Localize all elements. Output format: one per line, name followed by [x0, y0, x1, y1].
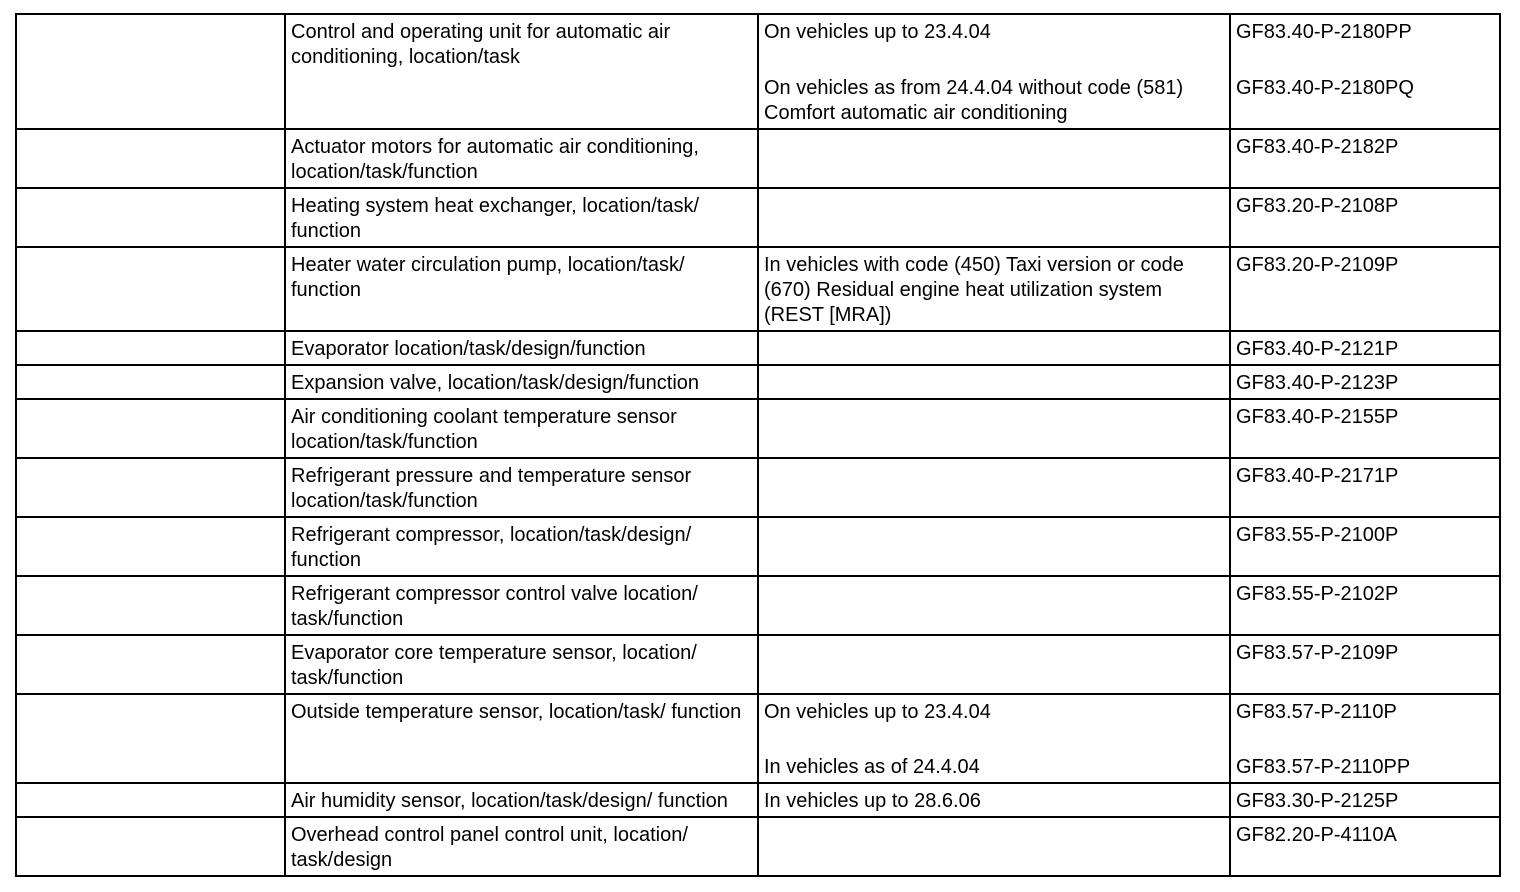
component-cell: [285, 331, 758, 365]
condition-cell: [758, 331, 1230, 365]
component-text: Evaporator location/task/design/function: [291, 338, 646, 360]
reference-cell: [1230, 14, 1500, 129]
component-cell: [285, 129, 758, 188]
reference-code: GF83.40-P-2155P: [1236, 406, 1399, 428]
reference-code: GF83.20-P-2109P: [1236, 254, 1399, 276]
component-cell: [285, 694, 758, 783]
table-row: [16, 458, 1500, 517]
reference-code: GF83.57-P-2109P: [1236, 642, 1399, 664]
reference-cell: [1230, 817, 1500, 876]
component-cell: [285, 576, 758, 635]
condition-text: On vehicles up to 23.4.04: [764, 701, 991, 723]
reference-cell: [1230, 458, 1500, 517]
table-row: [16, 129, 1500, 188]
reference-code: GF83.40-P-2180PQ: [1236, 77, 1414, 99]
reference-code: GF83.40-P-2121P: [1236, 338, 1399, 360]
component-cell: [285, 458, 758, 517]
component-text: Refrigerant compressor control valve location/ task/function: [291, 583, 698, 630]
empty-cell: [16, 129, 285, 188]
reference-table: [15, 13, 1501, 877]
table-row: [16, 694, 1500, 783]
condition-cell: [758, 517, 1230, 576]
reference-code: GF83.40-P-2123P: [1236, 372, 1399, 394]
reference-cell: [1230, 331, 1500, 365]
component-cell: [285, 817, 758, 876]
reference-cell: [1230, 129, 1500, 188]
reference-code: GF83.40-P-2182P: [1236, 136, 1399, 158]
table-body: [16, 14, 1500, 876]
empty-cell: [16, 365, 285, 399]
condition-cell: [758, 635, 1230, 694]
condition-cell: [758, 694, 1230, 783]
component-text: Expansion valve, location/task/design/function: [291, 372, 700, 394]
component-cell: [285, 783, 758, 817]
component-text: Actuator motors for automatic air conditioning, location/task/function: [291, 136, 699, 183]
reference-cell: [1230, 635, 1500, 694]
reference-cell: [1230, 399, 1500, 458]
condition-cell: [758, 247, 1230, 331]
table-row: [16, 188, 1500, 247]
table-row: [16, 331, 1500, 365]
condition-text: In vehicles up to 28.6.06: [764, 790, 981, 812]
component-text: Outside temperature sensor, location/task/ function: [291, 701, 742, 723]
empty-cell: [16, 331, 285, 365]
component-cell: [285, 14, 758, 129]
component-text: Refrigerant pressure and temperature sensor location/task/function: [291, 465, 692, 512]
table-row: [16, 783, 1500, 817]
component-text: Heating system heat exchanger, location/task/ function: [291, 195, 700, 242]
reference-code: GF82.20-P-4110A: [1236, 824, 1397, 846]
reference-code: GF83.55-P-2102P: [1236, 583, 1399, 605]
reference-cell: [1230, 247, 1500, 331]
condition-cell: [758, 817, 1230, 876]
component-text: Overhead control panel control unit, location/ task/design: [291, 824, 688, 871]
table-row: [16, 817, 1500, 876]
condition-cell: [758, 129, 1230, 188]
table-row: [16, 14, 1500, 129]
component-cell: [285, 635, 758, 694]
table-row: [16, 247, 1500, 331]
component-cell: [285, 399, 758, 458]
reference-cell: [1230, 694, 1500, 783]
empty-cell: [16, 188, 285, 247]
table-row: [16, 399, 1500, 458]
empty-cell: [16, 517, 285, 576]
component-cell: [285, 517, 758, 576]
table-row: [16, 517, 1500, 576]
empty-cell: [16, 458, 285, 517]
condition-cell: [758, 399, 1230, 458]
table-row: [16, 635, 1500, 694]
condition-cell: [758, 188, 1230, 247]
component-text: Air humidity sensor, location/task/design/ function: [291, 790, 728, 812]
empty-cell: [16, 635, 285, 694]
reference-code: GF83.30-P-2125P: [1236, 790, 1399, 812]
reference-cell: [1230, 576, 1500, 635]
reference-code: GF83.20-P-2108P: [1236, 195, 1399, 217]
condition-cell: [758, 458, 1230, 517]
component-cell: [285, 188, 758, 247]
empty-cell: [16, 399, 285, 458]
condition-cell: [758, 14, 1230, 129]
component-text: Control and operating unit for automatic air conditioning, location/task: [291, 21, 671, 68]
reference-code: GF83.40-P-2171P: [1236, 465, 1399, 487]
empty-cell: [16, 576, 285, 635]
table-row: [16, 576, 1500, 635]
reference-cell: [1230, 365, 1500, 399]
reference-code: GF83.57-P-2110P: [1236, 701, 1397, 723]
reference-cell: [1230, 783, 1500, 817]
condition-cell: [758, 783, 1230, 817]
condition-text: On vehicles up to 23.4.04: [764, 21, 991, 43]
component-text: Air conditioning coolant temperature sensor location/task/function: [291, 406, 677, 453]
reference-code: GF83.57-P-2110PP: [1236, 756, 1411, 778]
empty-cell: [16, 783, 285, 817]
empty-cell: [16, 694, 285, 783]
reference-cell: [1230, 188, 1500, 247]
empty-cell: [16, 14, 285, 129]
table-row: [16, 365, 1500, 399]
component-text: Refrigerant compressor, location/task/design/ function: [291, 524, 692, 571]
component-text: Heater water circulation pump, location/task/ function: [291, 254, 685, 301]
empty-cell: [16, 247, 285, 331]
reference-code: GF83.55-P-2100P: [1236, 524, 1399, 546]
condition-cell: [758, 365, 1230, 399]
condition-text: In vehicles with code (450) Taxi version or code (670) Residual engine heat utilization system (REST [MRA]): [764, 254, 1184, 326]
component-cell: [285, 247, 758, 331]
condition-text: In vehicles as of 24.4.04: [764, 756, 980, 778]
empty-cell: [16, 817, 285, 876]
condition-cell: [758, 576, 1230, 635]
component-text: Evaporator core temperature sensor, location/ task/function: [291, 642, 697, 689]
condition-text: On vehicles as from 24.4.04 without code (581) Comfort automatic air conditioning: [764, 77, 1184, 124]
reference-code: GF83.40-P-2180PP: [1236, 21, 1412, 43]
reference-cell: [1230, 517, 1500, 576]
component-cell: [285, 365, 758, 399]
